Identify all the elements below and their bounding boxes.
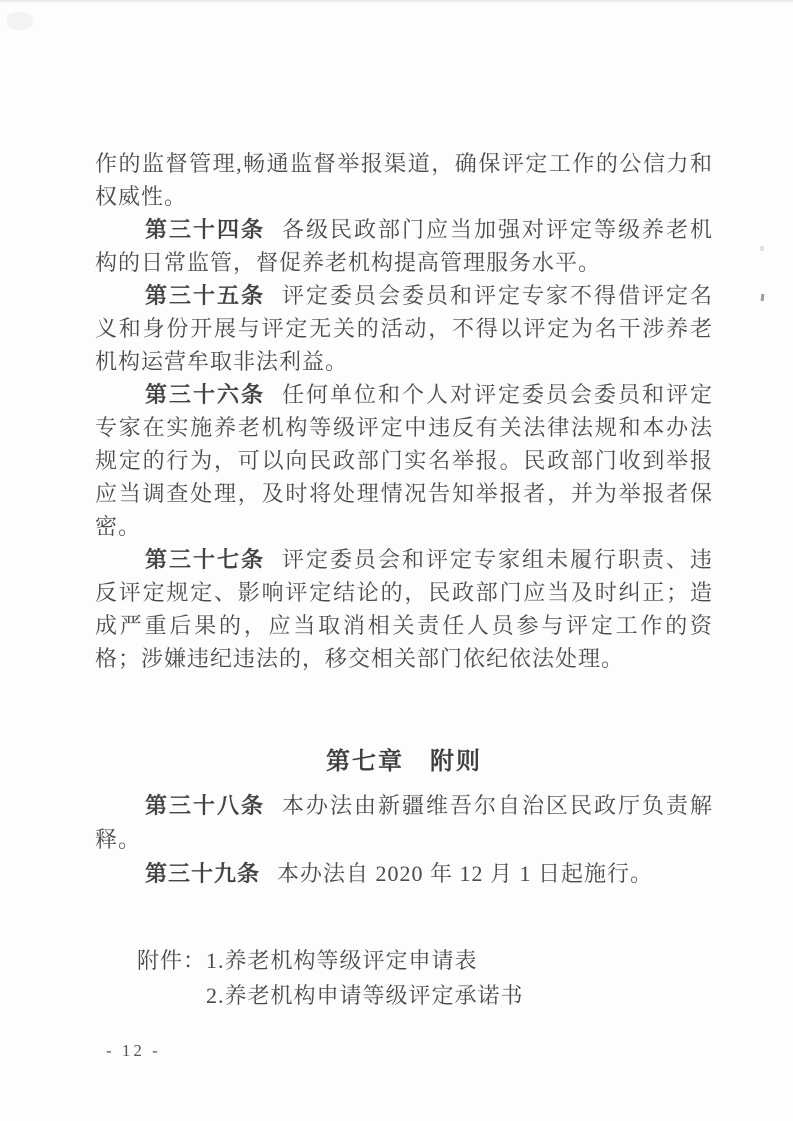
attachment-item: 2.养老机构申请等级评定承诺书	[206, 983, 524, 1008]
page-number: - 12 -	[106, 1041, 161, 1060]
paragraph-article-39	[95, 857, 713, 891]
scan-speck-artifact	[761, 294, 765, 301]
attachments-label: 附件：	[137, 948, 207, 973]
article-text: 本办法自 2020 年 12 月 1 日起施行。	[277, 861, 654, 886]
closing-articles	[95, 789, 713, 891]
chapter-heading: 第七章 附则	[326, 749, 482, 775]
article-label: 第三十四条	[145, 217, 265, 242]
article-text: 各级民政部门应当加强对评定等级养老机构的日常监管，督促养老机构提高管理服务水平。	[95, 217, 713, 275]
paragraph-article-34	[95, 213, 713, 279]
article-text: 本办法由新疆维吾尔自治区民政厅负责解释。	[95, 793, 713, 852]
attachments-list	[206, 943, 713, 1013]
article-text: 评定委员会委员和评定专家不得借评定名义和身份开展与评定无关的活动，不得以评定为名干涉养老机构运营牟取非法利益。	[95, 283, 713, 374]
scan-speck-artifact	[760, 246, 764, 251]
paragraph-article-36	[95, 378, 713, 543]
attachments-block	[137, 943, 713, 1013]
article-label: 第三十八条	[145, 793, 265, 818]
paragraph-continuation	[95, 147, 713, 213]
article-label: 第三十七条	[145, 547, 265, 572]
paragraph-article-37	[95, 543, 713, 675]
paragraph-article-38	[95, 789, 713, 857]
paragraph-text: 作的监督管理,畅通监督举报渠道，确保评定工作的公信力和权威性。	[95, 151, 713, 209]
article-text: 任何单位和个人对评定委员会委员和评定专家在实施养老机构等级评定中违反有关法律法规和本办法规定的行为，可以向民政部门实名举报。民政部门收到举报应当调查处理，及时将处理情况告知举报者，并为举报者保密。	[95, 382, 713, 539]
scan-smudge-artifact	[7, 12, 33, 30]
article-label: 第三十五条	[145, 283, 265, 308]
scan-edge-artifact	[0, 0, 793, 2]
article-label: 第三十六条	[145, 382, 265, 407]
article-label: 第三十九条	[145, 861, 261, 886]
document-body	[95, 147, 713, 1013]
paragraph-article-35	[95, 279, 713, 378]
attachment-item: 1.养老机构等级评定申请表	[206, 948, 478, 973]
article-text: 评定委员会和评定专家组未履行职责、违反评定规定、影响评定结论的，民政部门应当及时纠正；造成严重后果的，应当取消相关责任人员参与评定工作的资格；涉嫌违纪违法的，移交相关部门依纪依法处理。	[95, 547, 713, 671]
